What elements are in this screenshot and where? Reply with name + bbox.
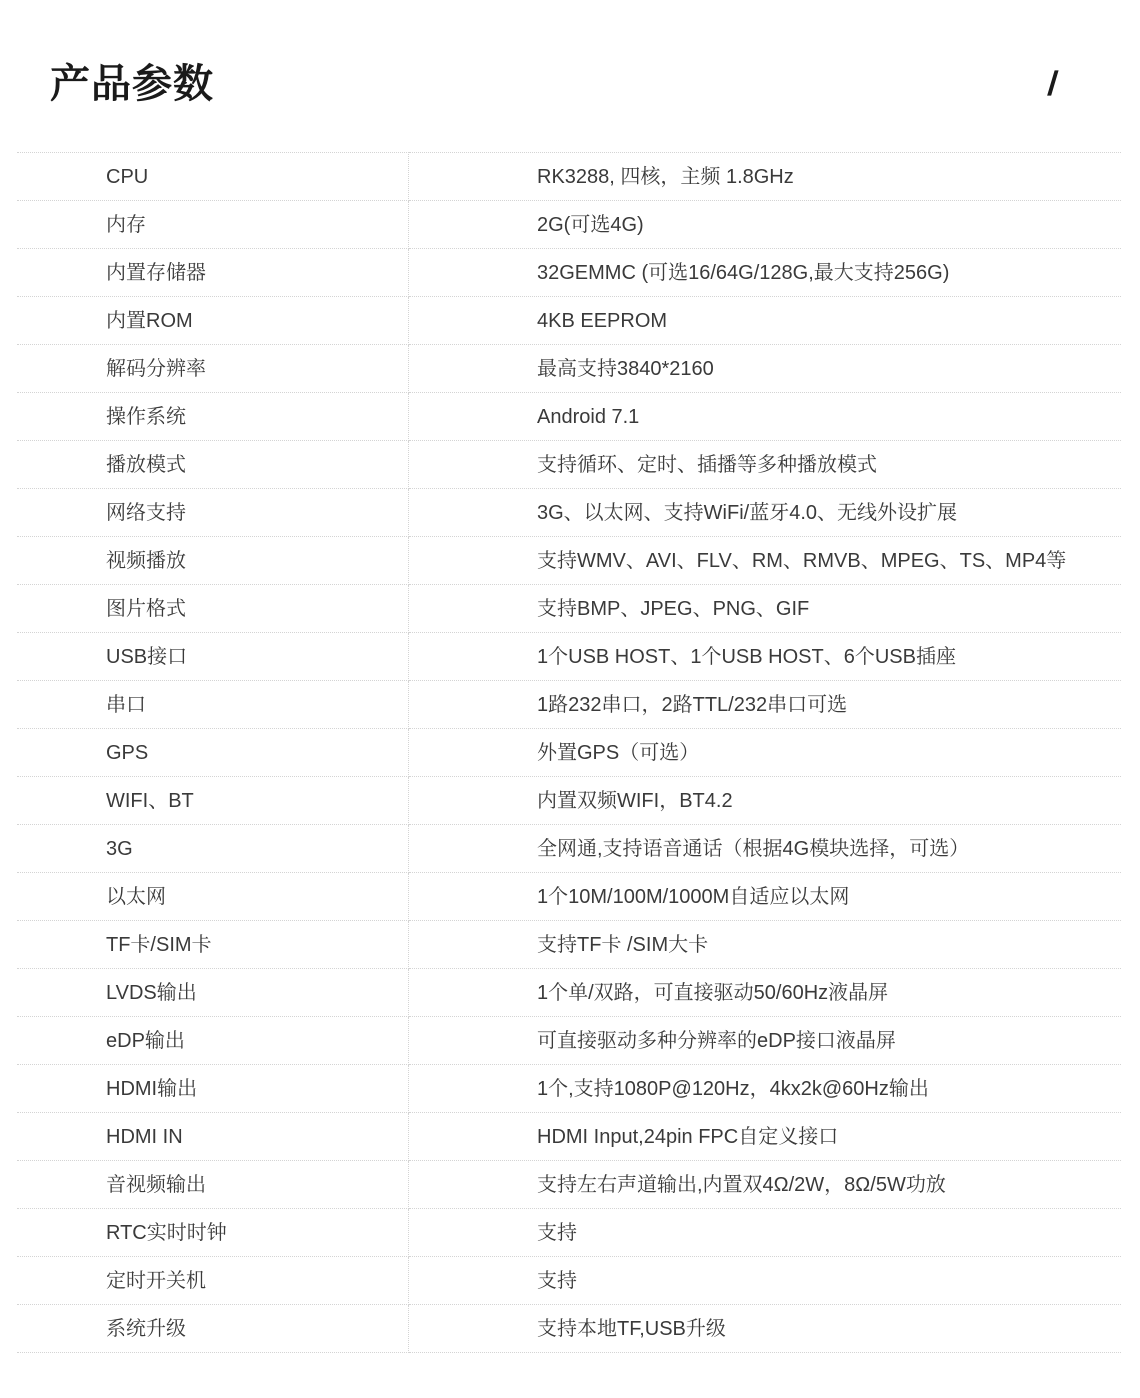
spec-label: 网络支持 (17, 489, 409, 537)
spec-value: 支持循环、定时、插播等多种播放模式 (409, 441, 1122, 489)
spec-label: 解码分辨率 (17, 345, 409, 393)
spec-label: 内置ROM (17, 297, 409, 345)
spec-value: 1个,支持1080P@120Hz，4kx2k@60Hz输出 (409, 1065, 1122, 1113)
table-row (17, 825, 1121, 873)
table-row (17, 1257, 1121, 1305)
spec-value: 1个USB HOST、1个USB HOST、6个USB插座 (409, 633, 1122, 681)
spec-table (17, 152, 1121, 1353)
table-row (17, 1017, 1121, 1065)
spec-label: TF卡/SIM卡 (17, 921, 409, 969)
spec-label: 音视频输出 (17, 1161, 409, 1209)
table-row (17, 489, 1121, 537)
table-row (17, 1161, 1121, 1209)
spec-label: 内存 (17, 201, 409, 249)
spec-label: GPS (17, 729, 409, 777)
table-row (17, 681, 1121, 729)
table-row (17, 249, 1121, 297)
table-row (17, 921, 1121, 969)
spec-value: 全网通,支持语音通话（根据4G模块选择，可选） (409, 825, 1122, 873)
spec-label: 视频播放 (17, 537, 409, 585)
spec-label: 播放模式 (17, 441, 409, 489)
table-row (17, 969, 1121, 1017)
spec-value: 1个10M/100M/1000M自适应以太网 (409, 873, 1122, 921)
spec-value: 支持WMV、AVI、FLV、RM、RMVB、MPEG、TS、MP4等 (409, 537, 1122, 585)
table-row (17, 729, 1121, 777)
spec-label: 定时开关机 (17, 1257, 409, 1305)
table-row (17, 393, 1121, 441)
spec-value: 32GEMMC (可选16/64G/128G,最大支持256G) (409, 249, 1122, 297)
spec-value: 支持TF卡 /SIM大卡 (409, 921, 1122, 969)
spec-value: 1路232串口，2路TTL/232串口可选 (409, 681, 1122, 729)
table-row (17, 201, 1121, 249)
spec-label: 操作系统 (17, 393, 409, 441)
table-row (17, 873, 1121, 921)
table-row (17, 297, 1121, 345)
spec-label: WIFI、BT (17, 777, 409, 825)
spec-label: HDMI IN (17, 1113, 409, 1161)
spec-value: 支持 (409, 1209, 1122, 1257)
spec-label: 以太网 (17, 873, 409, 921)
spec-label: RTC实时时钟 (17, 1209, 409, 1257)
spec-label: 3G (17, 825, 409, 873)
table-row (17, 1065, 1121, 1113)
table-row (17, 153, 1121, 201)
spec-value: 3G、以太网、支持WiFi/蓝牙4.0、无线外设扩展 (409, 489, 1122, 537)
page-header (0, 0, 1140, 152)
slash-mark: / (1046, 65, 1060, 103)
table-row (17, 633, 1121, 681)
spec-label: CPU (17, 153, 409, 201)
table-row (17, 585, 1121, 633)
table-row (17, 537, 1121, 585)
table-row (17, 441, 1121, 489)
spec-value: 支持BMP、JPEG、PNG、GIF (409, 585, 1122, 633)
spec-label: HDMI输出 (17, 1065, 409, 1113)
spec-value: 支持左右声道输出,内置双4Ω/2W，8Ω/5W功放 (409, 1161, 1122, 1209)
spec-value: 4KB EEPROM (409, 297, 1122, 345)
table-row (17, 1113, 1121, 1161)
page-title: 产品参数 (50, 62, 214, 106)
spec-label: eDP输出 (17, 1017, 409, 1065)
spec-value: RK3288, 四核，主频 1.8GHz (409, 153, 1122, 201)
spec-value: 1个单/双路，可直接驱动50/60Hz液晶屏 (409, 969, 1122, 1017)
spec-value: 可直接驱动多种分辨率的eDP接口液晶屏 (409, 1017, 1122, 1065)
spec-table-body (17, 153, 1121, 1353)
spec-value: 支持 (409, 1257, 1122, 1305)
spec-label: 内置存储器 (17, 249, 409, 297)
spec-label: 图片格式 (17, 585, 409, 633)
spec-value: Android 7.1 (409, 393, 1122, 441)
spec-value: 外置GPS（可选） (409, 729, 1122, 777)
table-row (17, 777, 1121, 825)
table-row (17, 1305, 1121, 1353)
spec-label: 串口 (17, 681, 409, 729)
spec-value: HDMI Input,24pin FPC自定义接口 (409, 1113, 1122, 1161)
spec-label: USB接口 (17, 633, 409, 681)
spec-value: 支持本地TF,USB升级 (409, 1305, 1122, 1353)
spec-value: 最高支持3840*2160 (409, 345, 1122, 393)
spec-label: LVDS输出 (17, 969, 409, 1017)
table-row (17, 345, 1121, 393)
table-row (17, 1209, 1121, 1257)
spec-label: 系统升级 (17, 1305, 409, 1353)
spec-value: 内置双频WIFI，BT4.2 (409, 777, 1122, 825)
spec-value: 2G(可选4G) (409, 201, 1122, 249)
